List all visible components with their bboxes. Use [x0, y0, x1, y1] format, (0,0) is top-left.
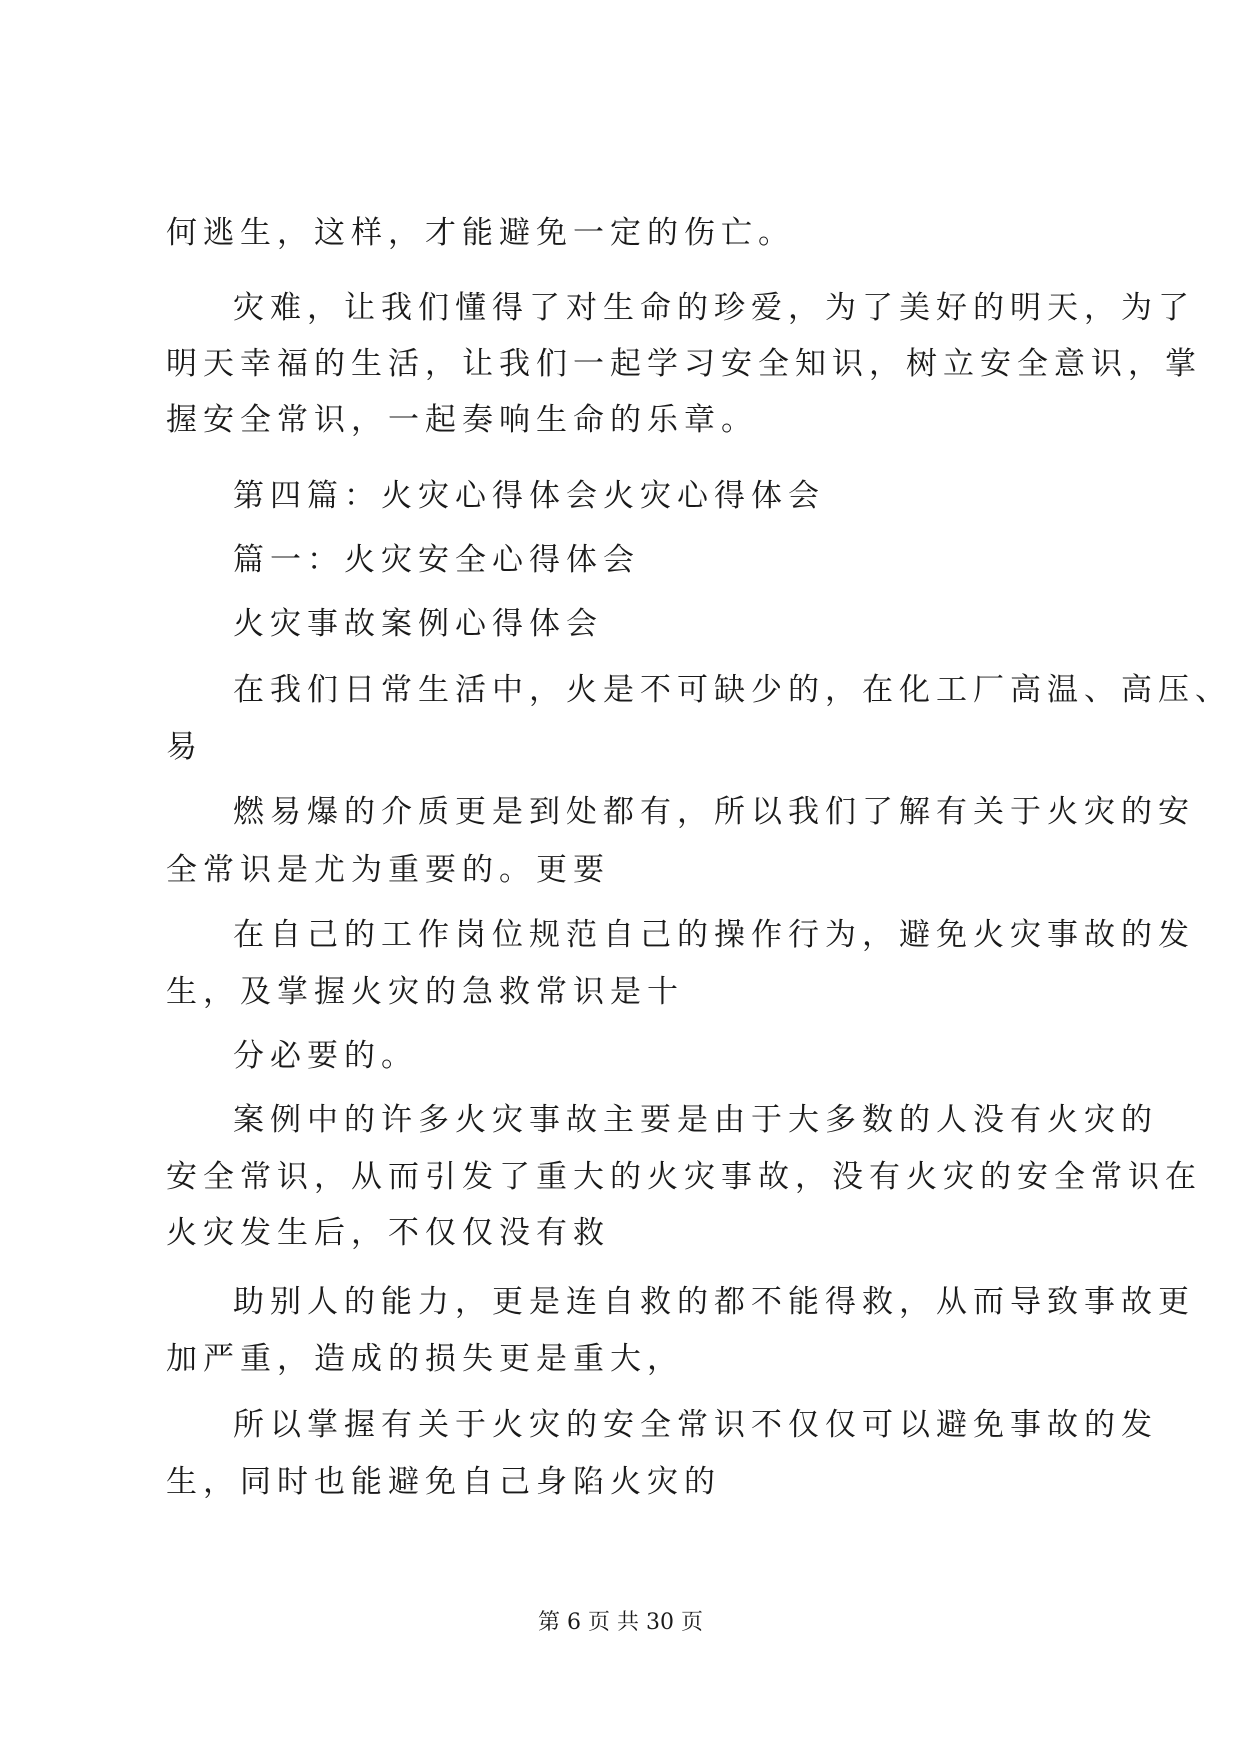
body-line: 易 [166, 729, 203, 765]
body-line: 安全常识，从而引发了重大的火灾事故，没有火灾的安全常识在 [166, 1159, 1202, 1195]
paragraph-start-line: 燃易爆的介质更是到处都有，所以我们了解有关于火灾的安 [233, 794, 1195, 830]
body-line: 火灾发生后，不仅仅没有救 [166, 1215, 610, 1251]
body-line: 加严重，造成的损失更是重大， [166, 1341, 684, 1377]
body-line: 生，同时也能避免自己身陷火灾的 [166, 1464, 721, 1500]
subsection-heading: 篇一：火灾安全心得体会 [233, 542, 640, 578]
paragraph-start-line: 所以掌握有关于火灾的安全常识不仅仅可以避免事故的发 [233, 1407, 1158, 1443]
paragraph-start-line: 助别人的能力，更是连自救的都不能得救，从而导致事故更 [233, 1284, 1195, 1320]
paragraph-start-line: 案例中的许多火灾事故主要是由于大多数的人没有火灾的 [233, 1102, 1158, 1138]
body-line: 握安全常识，一起奏响生命的乐章。 [166, 402, 758, 438]
paragraph-start-line: 在自己的工作岗位规范自己的操作行为，避免火灾事故的发 [233, 917, 1195, 953]
page-number-footer: 第 6 页 共 30 页 [538, 1610, 703, 1635]
paragraph-start-line: 灾难，让我们懂得了对生命的珍爱，为了美好的明天，为了 [233, 290, 1195, 326]
body-line: 生，及掌握火灾的急救常识是十 [166, 974, 684, 1010]
section-heading: 第四篇：火灾心得体会火灾心得体会 [233, 478, 825, 514]
article-title: 火灾事故案例心得体会 [233, 606, 603, 642]
paragraph-start-line: 在我们日常生活中，火是不可缺少的，在化工厂高温、高压、 [233, 672, 1232, 708]
paragraph-start-line: 分必要的。 [233, 1038, 418, 1074]
body-line: 全常识是尤为重要的。更要 [166, 852, 610, 888]
body-line: 何逃生，这样，才能避免一定的伤亡。 [166, 215, 795, 251]
body-line: 明天幸福的生活，让我们一起学习安全知识，树立安全意识，掌 [166, 346, 1202, 382]
